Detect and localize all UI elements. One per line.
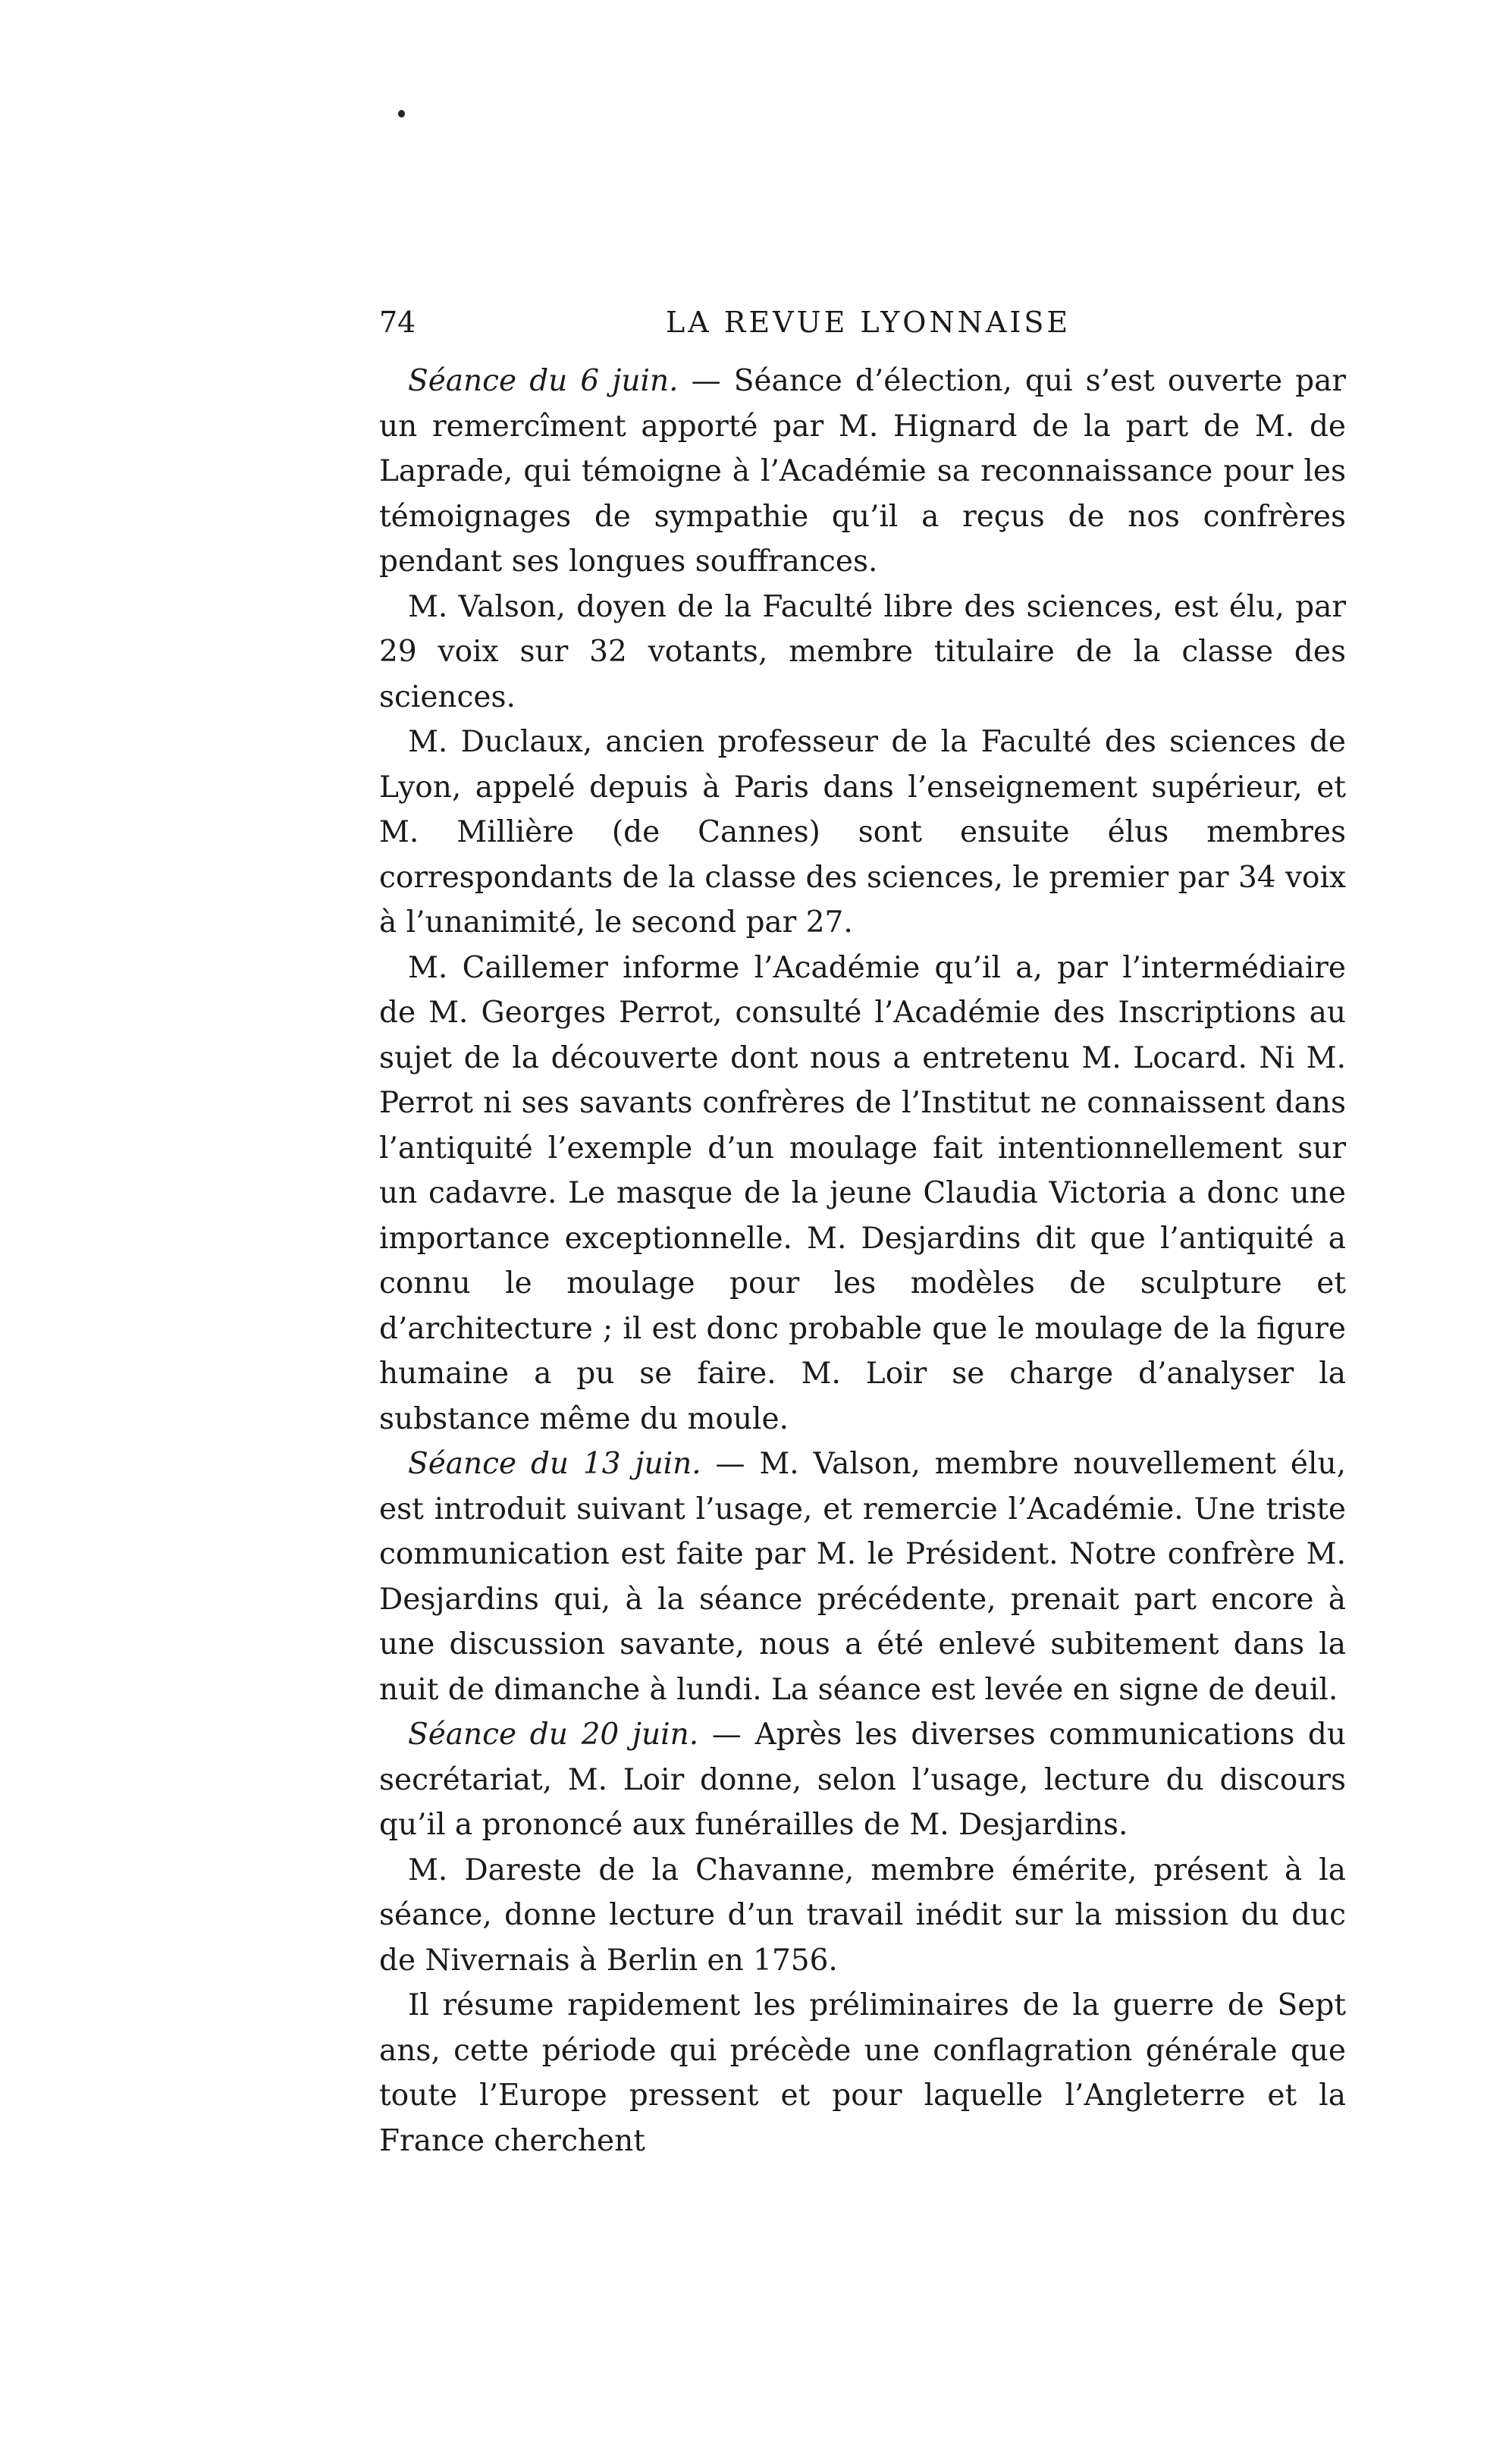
seance-heading: Séance du 20 juin. [408, 1718, 699, 1752]
paragraph-seance-6-juin [379, 359, 1346, 585]
paragraph-valson-election [379, 585, 1346, 720]
paragraph-text: M. Valson, doyen de la Faculté libre des sciences, est élu, par 29 voix sur 32 votants, membre titulaire de la classe des sciences. [379, 589, 1346, 714]
paragraph-text: — Séance d’élection, qui s’est ouverte par un remercîment apporté par M. Hignard de la part de M. de Laprade, qui témoigne à l’Académie sa reconnaissance pour les témoignages de sympathie qu’il a reçus de nos confrères pendant ses longues souffrances. [379, 364, 1347, 579]
seance-heading: Séance du 13 juin. [408, 1447, 701, 1481]
running-header [379, 306, 1346, 344]
paragraph-text: M. Dareste de la Chavanne, membre émérite, présent à la séance, donne lecture d’un travail inédit sur la mission du duc de Nivernais à Berlin en 1756. [379, 1853, 1346, 1978]
paragraph-seance-13-juin [379, 1442, 1346, 1712]
paragraph-text: — Après les diverses communications du secrétariat, M. Loir donne, selon l’usage, lecture du discours qu’il a prononcé aux funérailles de M. Desjardins. [379, 1718, 1346, 1842]
paragraph-text: Il résume rapidement les préliminaires de la guerre de Sept ans, cette période qui précède une conflagration générale que toute l’Europe pressent et pour laquelle l’Angleterre et la France cherchent [379, 1988, 1346, 2158]
paragraph-guerre-sept-ans [379, 1983, 1346, 2163]
paragraph-text: — M. Valson, membre nouvellement élu, est introduit suivant l’usage, et remercie l’Académie. Une triste communication est faite par M. le Président. Notre confrère M. Desjardins qui, à la séance précédente, prenait part encore à une discussion savante, nous a été enlevé subitement dans la nuit de dimanche à lundi. La séance est levée en signe de deuil. [379, 1447, 1346, 1707]
ink-speck [398, 110, 405, 118]
paragraph-caillemer [379, 946, 1346, 1442]
paragraph-text: M. Caillemer informe l’Académie qu’il a, par l’intermédiaire de M. Georges Perrot, consulté l’Académie des Inscriptions au sujet de la découverte dont nous a entretenu M. Locard. Ni M. Perrot ni ses savants confrères de l’Institut ne connaissent dans l’antiquité l’exemple d’un moulage fait intentionnellement sur un cadavre. Le masque de la jeune Claudia Victoria a donc une importance exceptionnelle. M. Desjardins dit que l’antiquité a connu le moulage pour les modèles de sculpture et d’architecture ; il est donc probable que le moulage de la figure humaine a pu se faire. M. Loir se charge d’analyser la substance même du moule. [379, 950, 1346, 1436]
body-text [379, 359, 1346, 2163]
page-number: 74 [379, 306, 416, 339]
paragraph-seance-20-juin [379, 1712, 1346, 1848]
paragraph-text: M. Duclaux, ancien professeur de la Faculté des sciences de Lyon, appelé depuis à Paris dans l’enseignement supérieur, et M. Millière (de Cannes) sont ensuite élus membres correspondants de la classe des sciences, le premier par 34 voix à l’unanimité, le second par 27. [379, 725, 1346, 940]
paragraph-dareste [379, 1848, 1346, 1984]
paragraph-correspondants [379, 720, 1346, 946]
seance-heading: Séance du 6 juin. [408, 364, 679, 398]
running-title: LA REVUE LYONNAISE [666, 306, 1071, 339]
